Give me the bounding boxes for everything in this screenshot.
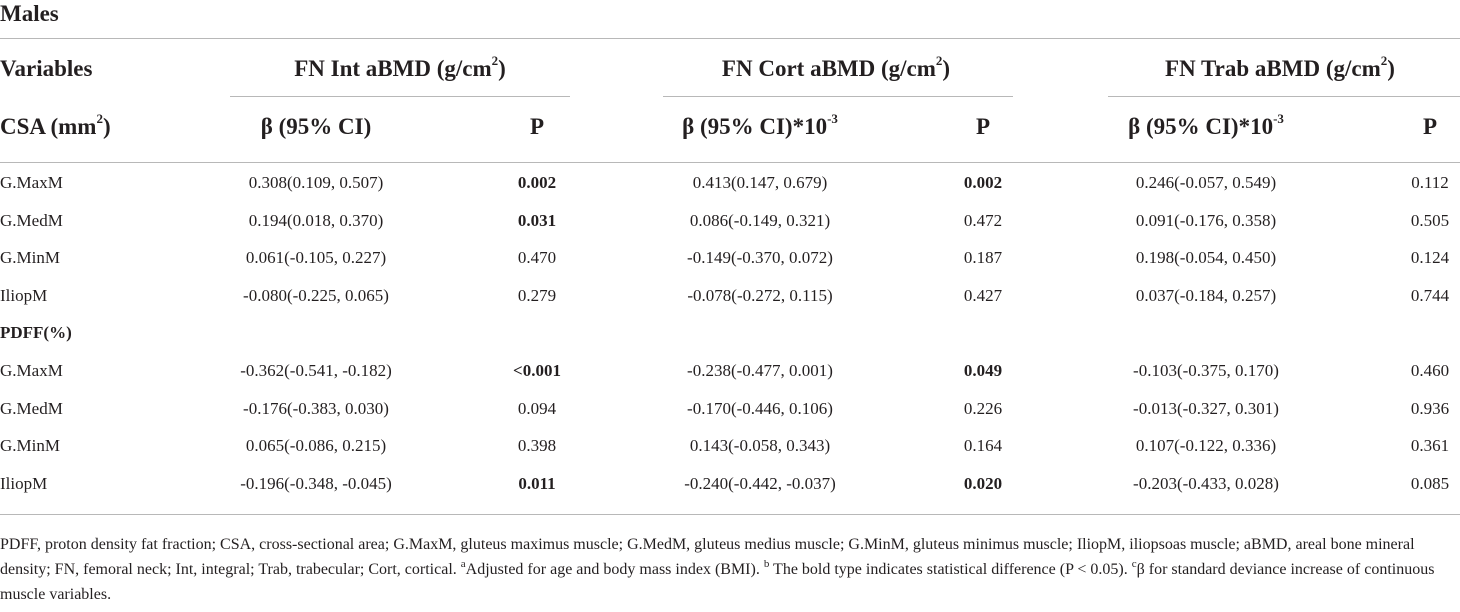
variables-header: Variables [0, 56, 93, 81]
int-beta-cell: -0.362(-0.541, -0.182) [240, 361, 392, 380]
section-title: Males [0, 1, 59, 26]
row-label: G.MinM [0, 248, 60, 268]
table-footnote: PDFF, proton density fat fraction; CSA, cross-sectional area; G.MaxM, gluteus maximus muscle; G.MedM, gluteus medius muscle; G.MinM, gluteus minimus muscle; IliopM, iliopsoas muscle; aBMD, areal bone mineral density; FN, femoral neck; Int, integral; Trab, trabecular; Cort, cortical. $^a$Adjusted for age and body mass index (BMI). $^b$ The bold type indicates statistical difference (P < 0.05). $^c$β for standard deviance increase of continuous muscle variables. [0, 536, 1435, 603]
cort-beta-cell: -0.238(-0.477, 0.001) [687, 361, 833, 380]
cort-beta-cell: 0.086(-0.149, 0.321) [689, 210, 831, 230]
int-beta-cell: -0.080(-0.225, 0.065) [243, 285, 389, 305]
int-p-header: P [529, 114, 545, 139]
row-label: IliopM [0, 473, 48, 493]
int-p-cell: 0.470 [517, 248, 557, 268]
cort-beta-cell: -0.170(-0.446, 0.106) [687, 398, 833, 418]
int-p-cell: 0.398 [517, 436, 557, 456]
cort-p-cell: 0.427 [963, 285, 1003, 305]
cort-p-cell: 0.226 [963, 398, 1003, 418]
cort-beta-cell: -0.149(-0.370, 0.072) [687, 248, 833, 268]
trab-beta-cell: -0.103(-0.375, 0.170) [1133, 361, 1279, 380]
cort-beta-header: β (95% $CI)*10^{-3}$ [682, 111, 838, 139]
cort-p-cell: 0.049 [963, 361, 1003, 380]
trab-p-cell: 0.505 [1410, 210, 1450, 230]
trab-p-cell: 0.112 [1411, 173, 1449, 192]
top-rule [0, 38, 1460, 39]
cort-group-rule [663, 96, 1013, 97]
row-label: G.MedM [0, 398, 63, 418]
fn-int-header: FN Int aBMD $(g/cm^2)$ [294, 53, 506, 81]
row-label: IliopM [0, 285, 48, 305]
cort-p-cell: 0.002 [963, 173, 1003, 192]
trab-group-rule [1108, 96, 1460, 97]
trab-beta-cell: 0.091(-0.176, 0.358) [1135, 210, 1277, 230]
int-beta-cell: 0.194(0.018, 0.370) [248, 210, 384, 230]
trab-p-cell: 0.936 [1410, 398, 1450, 418]
cort-p-cell: 0.020 [963, 473, 1003, 493]
row-label: G.MaxM [0, 173, 63, 192]
int-p-cell: 0.031 [517, 210, 557, 230]
cort-p-header: P [975, 114, 991, 139]
trab-p-cell: 0.085 [1410, 473, 1450, 493]
trab-beta-cell: -0.203(-0.433, 0.028) [1133, 473, 1279, 493]
row-label: G.MedM [0, 210, 63, 230]
int-p-cell: 0.279 [517, 285, 557, 305]
cort-p-cell: 0.164 [963, 436, 1003, 456]
cort-beta-cell: -0.240(-0.442, -0.037) [684, 473, 836, 493]
trab-p-cell: 0.744 [1410, 285, 1450, 305]
int-beta-cell: 0.308(0.109, 0.507) [248, 173, 384, 192]
int-beta-cell: 0.061(-0.105, 0.227) [245, 248, 387, 268]
int-p-cell: <0.001 [513, 361, 561, 380]
pdff-section-label: PDFF(%) [0, 323, 72, 343]
int-beta-cell: 0.065(-0.086, 0.215) [245, 436, 387, 456]
trab-beta-cell: 0.198(-0.054, 0.450) [1135, 248, 1277, 268]
cort-beta-cell: -0.078(-0.272, 0.115) [687, 285, 833, 305]
trab-p-cell: 0.460 [1410, 361, 1450, 380]
cort-p-cell: 0.472 [963, 210, 1003, 230]
int-p-cell: 0.011 [518, 473, 556, 493]
fn-trab-header: FN Trab aBMD $(g/cm^2)$ [1165, 53, 1395, 81]
fn-cort-header: FN Cort aBMD $(g/cm^2)$ [721, 53, 951, 81]
int-p-cell: 0.094 [517, 398, 557, 418]
row-label: G.MinM [0, 436, 60, 456]
trab-p-cell: 0.124 [1410, 248, 1450, 268]
trab-beta-cell: 0.037(-0.184, 0.257) [1135, 285, 1277, 305]
trab-beta-cell: -0.013(-0.327, 0.301) [1133, 398, 1279, 418]
int-group-rule [230, 96, 570, 97]
int-beta-header: β (95% CI) [260, 114, 372, 139]
bottom-rule [0, 514, 1460, 515]
int-beta-cell: -0.176(-0.383, 0.030) [243, 398, 389, 418]
trab-beta-cell: 0.107(-0.122, 0.336) [1135, 436, 1277, 456]
header-rule [0, 162, 1460, 163]
csa-header: CSA $(mm^2)$ [0, 111, 111, 139]
trab-p-header: P [1422, 114, 1438, 139]
cort-beta-cell: 0.413(0.147, 0.679) [692, 173, 828, 192]
trab-p-cell: 0.361 [1410, 436, 1450, 456]
int-p-cell: 0.002 [517, 173, 557, 192]
trab-beta-header: β (95% $CI)*10^{-3}$ [1128, 111, 1284, 139]
row-label: G.MaxM [0, 361, 63, 380]
trab-beta-cell: 0.246(-0.057, 0.549) [1135, 173, 1277, 192]
cort-p-cell: 0.187 [963, 248, 1003, 268]
int-beta-cell: -0.196(-0.348, -0.045) [240, 473, 392, 493]
cort-beta-cell: 0.143(-0.058, 0.343) [689, 436, 831, 456]
